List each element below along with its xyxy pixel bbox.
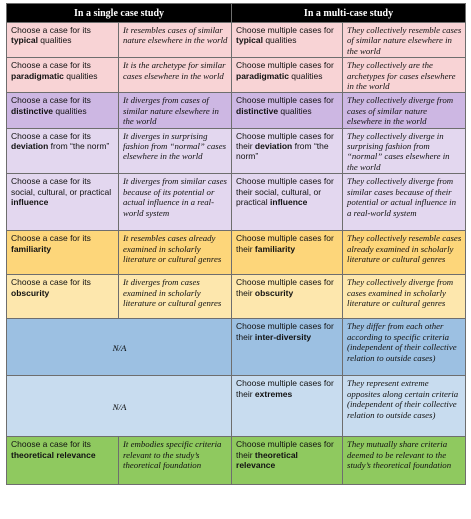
not-applicable-cell: N/A bbox=[7, 376, 232, 437]
multi-criterion-cell bbox=[232, 231, 343, 275]
multi-criterion-keyword: typical bbox=[236, 35, 263, 46]
single-criterion-cell bbox=[7, 437, 119, 485]
single-criterion-text: Choose a case for its bbox=[11, 130, 91, 141]
table-header-row bbox=[7, 4, 466, 23]
single-criterion-cell bbox=[7, 174, 119, 231]
multi-criterion-text-end: qualities bbox=[262, 35, 297, 46]
case-selection-table bbox=[6, 3, 466, 485]
multi-criterion-text: Choose multiple cases for their bbox=[236, 130, 334, 152]
single-criterion-cell bbox=[7, 58, 119, 93]
single-description-cell: It resembles cases already examined in scholarly literature or cultural genres bbox=[119, 231, 232, 275]
single-criterion-keyword: distinctive bbox=[11, 105, 54, 116]
table-row bbox=[7, 319, 466, 376]
single-criterion-text: Choose a case for its bbox=[11, 60, 91, 71]
multi-criterion-text: Choose multiple cases for their bbox=[236, 321, 334, 342]
single-criterion-text-end: qualities bbox=[63, 70, 98, 81]
single-criterion-text: Choose a case for its bbox=[11, 25, 91, 35]
multi-description-cell: They collectively diverge in surprising fashion from “normal” cases elsewhere in the world bbox=[343, 128, 466, 174]
multi-criterion-cell bbox=[232, 93, 343, 128]
multi-criterion-keyword: theoretical relevance bbox=[236, 449, 298, 471]
single-description-cell: It resembles cases of similar nature elsewhere in the world bbox=[119, 23, 232, 58]
header-single-case: In a single case study bbox=[7, 4, 232, 23]
single-criterion-keyword: theoretical relevance bbox=[11, 449, 96, 460]
header-multi-case: In a multi-case study bbox=[232, 4, 466, 23]
single-criterion-cell bbox=[7, 275, 119, 319]
multi-criterion-text: Choose multiple cases for bbox=[236, 25, 334, 35]
multi-criterion-text: Choose multiple cases for bbox=[236, 60, 334, 71]
table-row bbox=[7, 174, 466, 231]
multi-description-cell: They collectively resemble cases already examined in scholarly literature or cultural genres bbox=[343, 231, 466, 275]
multi-criterion-keyword: deviation bbox=[254, 141, 293, 152]
table-row bbox=[7, 376, 466, 437]
multi-criterion-cell bbox=[232, 319, 343, 376]
table-row bbox=[7, 231, 466, 275]
single-criterion-text-end: qualities bbox=[37, 35, 72, 46]
multi-description-cell: They collectively diverge from similar cases because of their potential or actual influence in a real-world system bbox=[343, 174, 466, 231]
multi-criterion-cell bbox=[232, 376, 343, 437]
single-description-cell: It diverges from cases examined in scholarly literature or cultural genres bbox=[119, 275, 232, 319]
multi-criterion-text-end: qualities bbox=[278, 105, 312, 116]
multi-criterion-keyword: influence bbox=[270, 197, 308, 208]
table-row bbox=[7, 437, 466, 485]
single-description-cell: It is the archetype for similar cases elsewhere in the world bbox=[119, 58, 232, 93]
table-body bbox=[7, 23, 466, 485]
multi-criterion-text: Choose multiple cases for their bbox=[236, 233, 334, 254]
multi-description-cell: They collectively diverge from cases of similar nature elsewhere in the world bbox=[343, 93, 466, 128]
not-applicable-cell: N/A bbox=[7, 319, 232, 376]
multi-criterion-keyword: distinctive bbox=[236, 105, 279, 116]
single-criterion-keyword: deviation bbox=[11, 141, 49, 152]
single-criterion-text: Choose a case for its bbox=[11, 233, 91, 244]
single-criterion-keyword: typical bbox=[11, 35, 38, 46]
single-criterion-text-end: qualities bbox=[53, 105, 87, 116]
single-criterion-text: Choose a case for its social, cultural, or practical bbox=[11, 176, 112, 197]
case-selection-table-wrapper bbox=[6, 3, 465, 485]
single-criterion-cell bbox=[7, 231, 119, 275]
multi-description-cell: They represent extreme opposites along certain criteria (independent of their collective relation to outside cases) bbox=[343, 376, 466, 437]
single-description-cell: It diverges in surprising fashion from “normal” cases elsewhere in the world bbox=[119, 128, 232, 174]
table-row bbox=[7, 275, 466, 319]
multi-criterion-text-end: qualities bbox=[288, 70, 323, 81]
multi-description-cell: They collectively resemble cases of similar nature elsewhere in the world bbox=[343, 23, 466, 58]
table-row bbox=[7, 23, 466, 58]
multi-criterion-cell bbox=[232, 128, 343, 174]
single-criterion-text: Choose a case for its bbox=[11, 277, 91, 288]
single-criterion-text-end: from “the norm” bbox=[48, 141, 110, 152]
single-description-cell: It embodies specific criteria relevant to the study’s theoretical foundation bbox=[119, 437, 232, 485]
table-row bbox=[7, 128, 466, 174]
single-criterion-keyword: obscurity bbox=[11, 287, 50, 298]
single-description-cell: It diverges from similar cases because of its potential or actual influence in a real-world system bbox=[119, 174, 232, 231]
multi-criterion-cell bbox=[232, 275, 343, 319]
single-criterion-text: Choose a case for its bbox=[11, 439, 91, 450]
multi-criterion-keyword: extremes bbox=[254, 388, 293, 399]
multi-criterion-cell bbox=[232, 437, 343, 485]
single-description-cell: It diverges from cases of similar nature elsewhere in the world bbox=[119, 93, 232, 128]
multi-criterion-keyword: paradigmatic bbox=[236, 70, 289, 81]
single-criterion-keyword: paradigmatic bbox=[11, 70, 64, 81]
multi-criterion-keyword: familiarity bbox=[254, 243, 296, 254]
multi-description-cell: They differ from each other according to specific criteria (independent of their collective relation to outside cases) bbox=[343, 319, 466, 376]
multi-criterion-cell bbox=[232, 58, 343, 93]
multi-criterion-keyword: inter-diversity bbox=[254, 331, 312, 342]
multi-description-cell: They collectively diverge from cases examined in scholarly literature or cultural genres bbox=[343, 275, 466, 319]
multi-criterion-text: Choose multiple cases for their social, cultural, or practical bbox=[236, 176, 334, 208]
single-criterion-keyword: influence bbox=[11, 197, 49, 208]
multi-criterion-text: Choose multiple cases for bbox=[236, 95, 334, 106]
single-criterion-cell bbox=[7, 128, 119, 174]
table-row bbox=[7, 58, 466, 93]
single-criterion-keyword: familiarity bbox=[11, 243, 52, 254]
single-criterion-cell bbox=[7, 23, 119, 58]
multi-criterion-text-end: from “the norm” bbox=[236, 141, 329, 162]
single-criterion-text: Choose a case for its bbox=[11, 95, 91, 106]
multi-criterion-text: Choose multiple cases for their bbox=[236, 277, 334, 298]
multi-criterion-cell bbox=[232, 174, 343, 231]
multi-criterion-keyword: obscurity bbox=[254, 287, 294, 298]
single-criterion-cell bbox=[7, 93, 119, 128]
table-row bbox=[7, 93, 466, 128]
multi-description-cell: They collectively are the archetypes for cases elsewhere in the world bbox=[343, 58, 466, 93]
multi-description-cell: They mutually share criteria deemed to be relevant to the study’s theoretical foundation bbox=[343, 437, 466, 485]
multi-criterion-text: Choose multiple cases for their bbox=[236, 439, 334, 460]
multi-criterion-cell bbox=[232, 23, 343, 58]
multi-criterion-text: Choose multiple cases for their bbox=[236, 378, 334, 399]
